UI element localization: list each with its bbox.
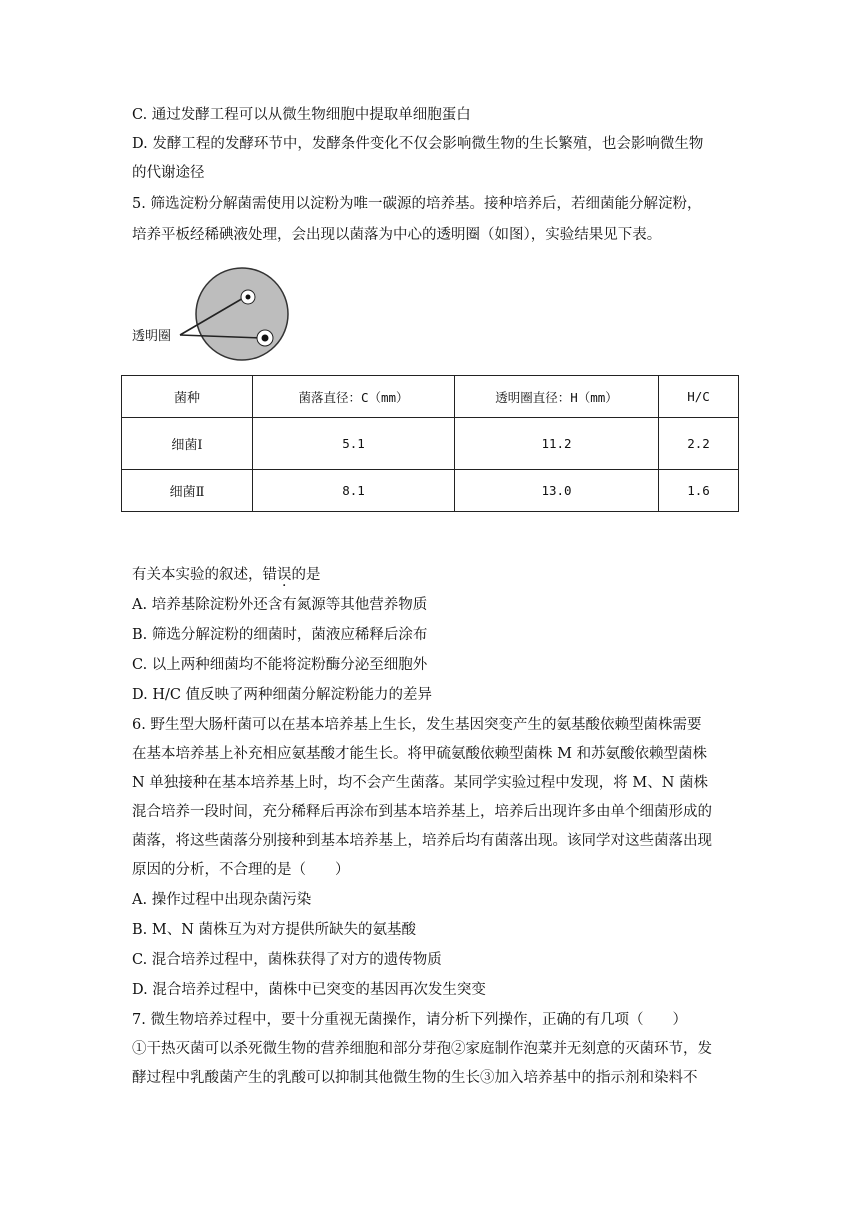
results-table: [121, 375, 739, 512]
cell-ratio: 2.2: [659, 418, 739, 470]
question-5-prompt: [132, 565, 321, 585]
question-6-stem: 原因的分析，不合理的是（ ）: [132, 862, 350, 878]
emphasis-char-2: 误: [277, 567, 292, 583]
prompt-text-before: 有关本实验的叙述，: [132, 567, 263, 583]
cell-strain: 细菌Ⅱ: [122, 470, 253, 512]
header-zone-diameter: 透明圈直径：H（mm）: [455, 376, 659, 418]
cell-ratio: 1.6: [659, 470, 739, 512]
question-6-stem: 在基本培养基上补充相应氨基酸才能生长。将甲硫氨酸依赖型菌株 M 和苏氨酸依赖型菌株: [132, 746, 708, 762]
option-c-q4: C. 通过发酵工程可以从微生物细胞中提取单细胞蛋白: [132, 107, 471, 123]
option-c-q6: C. 混合培养过程中，菌株获得了对方的遗传物质: [132, 952, 442, 968]
table-row: [122, 470, 739, 512]
cell-strain: 细菌Ⅰ: [122, 418, 253, 470]
table-header-row: [122, 376, 739, 418]
question-7-stem: 7. 微生物培养过程中，要十分重视无菌操作，请分析下列操作，正确的有几项（ ）: [132, 1012, 687, 1028]
option-d-q6: D. 混合培养过程中，菌株中已突变的基因再次发生突变: [132, 982, 486, 998]
question-7-statements: ①干热灭菌可以杀死微生物的营养细胞和部分芽孢②家庭制作泡菜并无刻意的灭菌环节，发: [132, 1041, 712, 1057]
option-b-q5: B. 筛选分解淀粉的细菌时，菌液应稀释后涂布: [132, 627, 428, 643]
cell-zone-diameter: 11.2: [455, 418, 659, 470]
cell-zone-diameter: 13.0: [455, 470, 659, 512]
petri-dish-figure: [130, 260, 330, 370]
question-7-statements: 酵过程中乳酸菌产生的乳酸可以抑制其他微生物的生长③加入培养基中的指示剂和染料不: [132, 1070, 698, 1086]
question-5-stem-cont: 培养平板经稀碘液处理，会出现以菌落为中心的透明圈（如图），实验结果见下表。: [132, 227, 662, 243]
question-6-stem: 混合培养一段时间，充分稀释后再涂布到基本培养基上，培养后出现许多由单个细菌形成的: [132, 804, 712, 820]
header-strain: 菌种: [122, 376, 253, 418]
option-a-q5: A. 培养基除淀粉外还含有氮源等其他营养物质: [132, 597, 428, 613]
prompt-text-after: 的是: [291, 567, 321, 583]
colony-2: [262, 335, 269, 342]
question-6-stem: 6. 野生型大肠杆菌可以在基本培养基上生长，发生基因突变产生的氨基酸依赖型菌株需要: [132, 717, 702, 733]
cell-colony-diameter: 5.1: [253, 418, 455, 470]
question-6-stem: 菌落，将这些菌落分别接种到基本培养基上，培养后均有菌落出现。该同学对这些菌落出现: [132, 833, 712, 849]
question-6-stem: N 单独接种在基本培养基上时，均不会产生菌落。某同学实验过程中发现，将 M、N 菌株: [132, 775, 709, 791]
emphasis-char-1: 错: [262, 567, 277, 583]
option-a-q6: A. 操作过程中出现杂菌污染: [132, 892, 312, 908]
cell-colony-diameter: 8.1: [253, 470, 455, 512]
option-d-q4-cont: 的代谢途径: [132, 165, 205, 181]
table-row: [122, 418, 739, 470]
header-colony-diameter: 菌落直径：C（mm）: [253, 376, 455, 418]
option-d-q5: D. H/C 值反映了两种细菌分解淀粉能力的差异: [132, 687, 433, 703]
header-ratio: H/C: [659, 376, 739, 418]
transparent-zone-label: 透明圈: [132, 328, 172, 343]
option-b-q6: B. M、N 菌株互为对方提供所缺失的氨基酸: [132, 922, 417, 938]
petri-dish: [196, 268, 288, 360]
option-c-q5: C. 以上两种细菌均不能将淀粉酶分泌至细胞外: [132, 657, 428, 673]
option-d-q4: D. 发酵工程的发酵环节中，发酵条件变化不仅会影响微生物的生长繁殖，也会影响微生物: [132, 136, 704, 152]
question-5-stem: 5. 筛选淀粉分解菌需使用以淀粉为唯一碳源的培养基。接种培养后，若细菌能分解淀粉，: [132, 196, 702, 212]
colony-1: [246, 295, 251, 300]
